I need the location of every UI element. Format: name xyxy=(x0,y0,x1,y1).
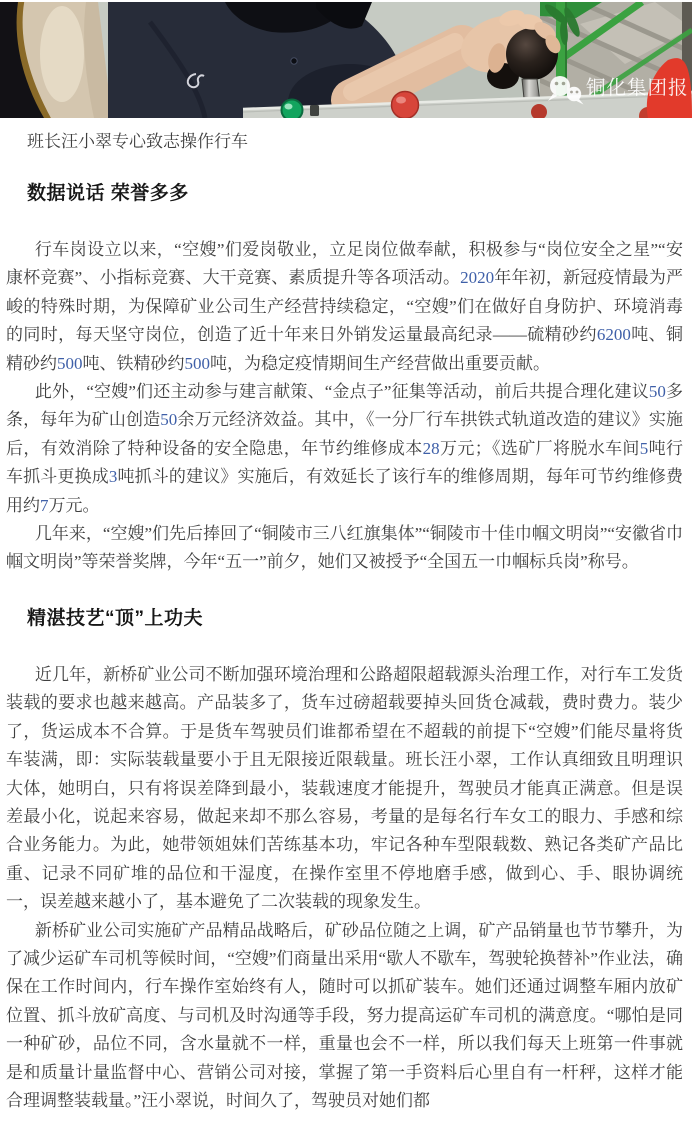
watermark-text: 铜化集团报 xyxy=(586,77,689,99)
section-heading: 数据说话 荣誉多多 xyxy=(27,183,189,204)
section-heading: 精湛技艺“顶”上功夫 xyxy=(27,607,204,629)
red-button-icon xyxy=(392,92,419,119)
section-body xyxy=(0,236,692,577)
photo-caption: 班长汪小翠专心致志操作行车 xyxy=(27,132,248,151)
section-skill xyxy=(0,607,692,1116)
article-paragraph: 几年来，“空嫂”们先后捧回了“铜陵市三八红旗集体”“铜陵市十佳巾帼文明岗”“安徽省巾帼文明岗”等荣誉奖牌，今年“五一”前夕，她们又被授予“全国五一巾帼标兵岗”称号。 xyxy=(6,524,683,572)
article-paragraph: 行车岗设立以来，“空嫂”们爱岗敬业，立足岗位做奉献，积极参与“岗位安全之星”“安康杯竞赛”、小指标竞赛、大干竞赛、素质提升等各项活动。2020年年初，新冠疫情最为严峻的特殊时期，为保障矿业公司生产经营持续稳定，“空嫂”们在做好自身防护、环境消毒的同时，每天坚守岗位，创造了近十年来日外销发运量最高纪录——硫精砂约6200吨、铜精砂约500吨、铁精砂约500吨，为稳定疫情期间生产经营做出重要贡献。 xyxy=(6,240,684,373)
article-paragraph: 近几年，新桥矿业公司不断加强环境治理和公路超限超载源头治理工作，对行车工发货装载的要求也越来越高。产品装多了，货车过磅超载要掉头回货仓减载，费时费力。装少了，货运成本不合算。于是货车驾驶员们谁都希望在不超载的前提下“空嫂”们能尽量将货车装满，即：实际装载量要小于且无限接近限载量。班长汪小翠，工作认真细致且明理识大体，她明白，只有将误差降到最小，装载速度才能提升，驾驶员才能真正满意。但是误差最小化，说起来容易，做起来却不那么容易，考量的是每名行车女工的眼力、手感和综合业务能力。为此，她带领姐妹们苦练基本功，牢记各种车型限载数、熟记各类矿产品比重、记录不同矿堆的品位和干湿度，在操作室里不停地磨手感，做到心、手、眼协调统一，误差越来越小了，基本避免了二次装载的现象发生。 xyxy=(6,664,683,912)
article-paragraph: 此外，“空嫂”们还主动参与建言献策、“金点子”征集等活动，前后共提合理化建议50多条，每年为矿山创造50余万元经济效益。其中，《一分厂行车拱铁式轨道改造的建议》实施后，有效消除了特种设备的安全隐患，年节约维修成本28万元；《选矿厂将脱水车间5吨行车抓斗更换成3吨抓斗的建议》实施后，有效延长了该行车的维修周期，每年可节约维修费用约7万元。 xyxy=(6,382,684,515)
article-photo xyxy=(0,2,692,118)
article-paragraph: 新桥矿业公司实施矿产品精品战略后，矿砂品位随之上调，矿产品销量也节节攀升，为了减少运矿车司机等候时间，“空嫂”们商量出采用“歇人不歇车，驾驶轮换替补”作业法，确保在工作时间内，行车操作室始终有人，随时可以抓矿装车。她们还通过调整车厢内放矿位置、抓斗放矿高度、与司机及时沟通等手段，努力提高运矿车司机的满意度。“哪怕是同一种矿砂，品位不同，含水量就不一样，重量也会不一样，所以我们每天上班第一件事就是和质量计量监督中心、营销公司对接，掌握了第一手资料后心里自有一杆秤，这样才能合理调整装载量。”汪小翠说，时间久了，驾驶员对她们都 xyxy=(6,920,683,1110)
green-button-icon xyxy=(282,100,303,119)
section-body xyxy=(0,661,692,1116)
section-data-honors xyxy=(0,182,692,577)
operator-seat xyxy=(0,2,112,118)
panel-switch xyxy=(310,105,319,116)
